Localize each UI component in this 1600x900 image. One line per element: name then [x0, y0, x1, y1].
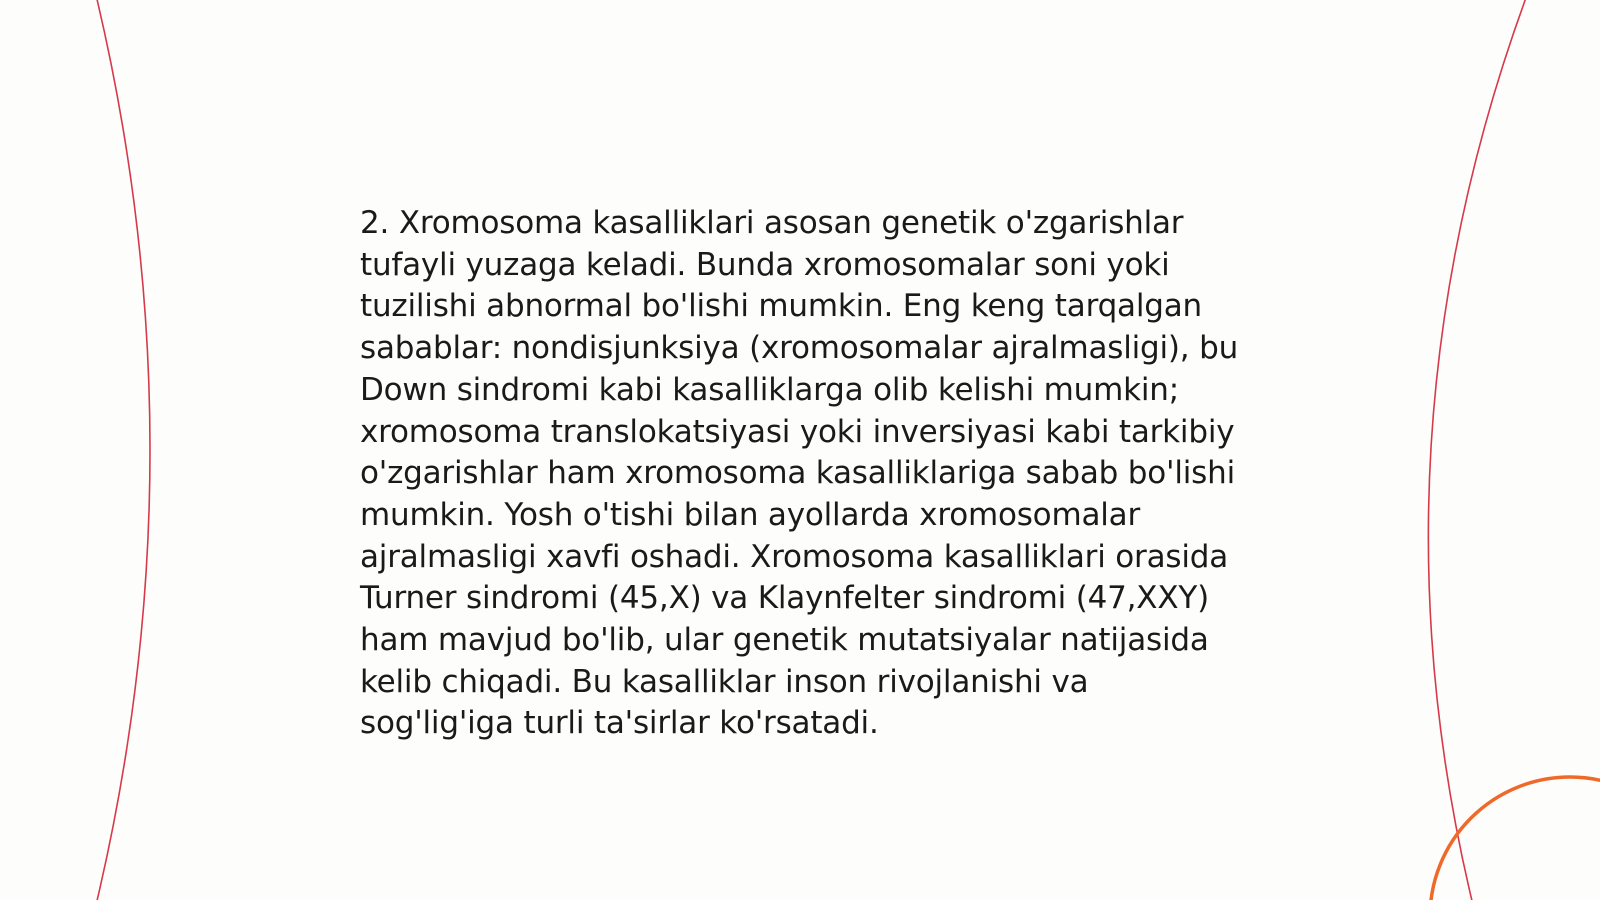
slide-body-paragraph: 2. Xromosoma kasalliklari asosan genetik o'zgarishlar tufayli yuzaga keladi. Bunda xromosomalar soni yoki tuzilishi abnormal bo'lishi mumkin. Eng keng tarqalgan sabablar: nondisjunksiya (xromosomalar ajralmasligi), bu Down sindromi kabi kasalliklarga olib kelishi mumkin; xromosoma translokatsiyasi yoki inversiyasi kabi tarkibiy o'zgarishlar ham xromosoma kasalliklariga sabab bo'lishi mumkin. Yosh o'tishi bilan ayollarda xromosomalar ajralmasligi xavfi oshadi. Xromosoma kasalliklari orasida Turner sindromi (45,X) va Klaynfelter sindromi (47,XXY) ham mavjud bo'lib, ular genetik mutatsiyalar natijasida kelib chiqadi. Bu kasalliklar inson rivojlanishi va sog'lig'iga turli ta'sirlar ko'rsatadi. [360, 205, 1239, 742]
orange-circle-outline [1430, 777, 1600, 900]
left-red-arc [96, 0, 150, 900]
right-red-arc [1428, 0, 1527, 900]
